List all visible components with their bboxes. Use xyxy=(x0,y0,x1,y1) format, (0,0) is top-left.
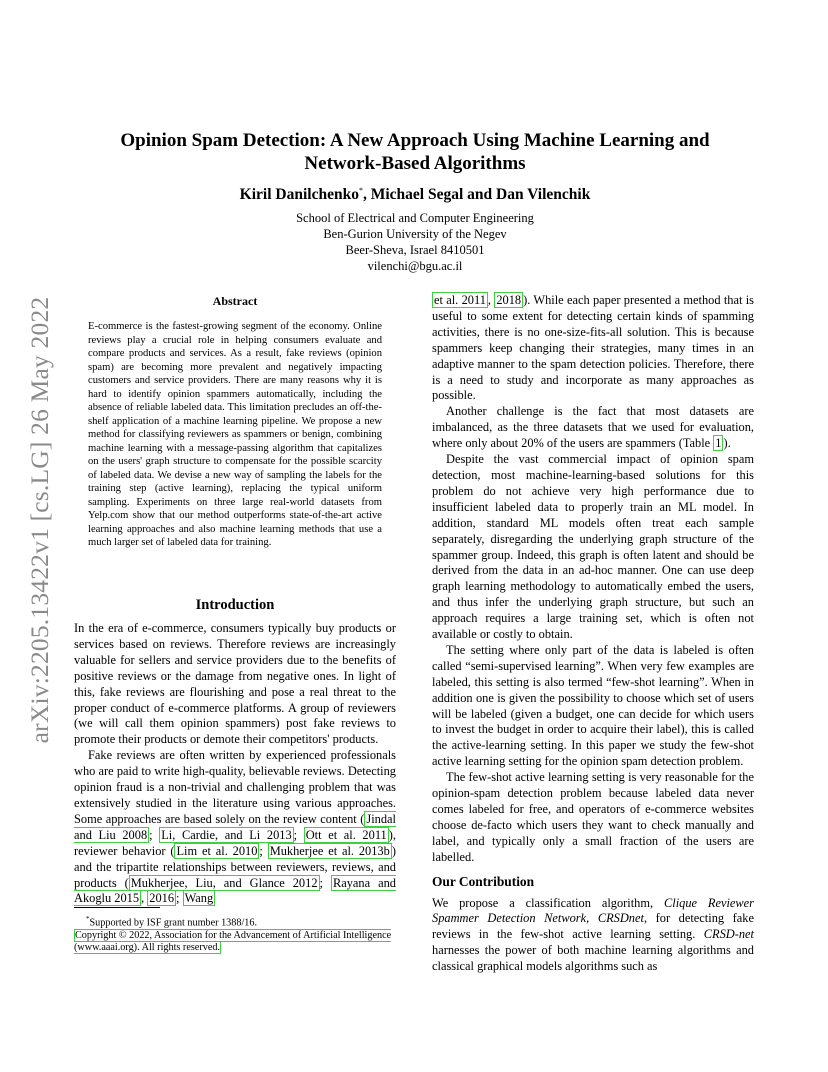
method-acronym: CRSD-net xyxy=(703,927,754,942)
footnote-mark: * xyxy=(86,915,90,923)
right-paragraph-4: The setting where only part of the data is labeled is often called “semi-supervised learning”. When very few examples are labeled, this setting is also termed “few-shot learning”. When in addition one is given the possibility to choose which set of users will be labeled (given a budget, one can decide for which users to invest the budget in order to acquire their label), this is called the active-learning setting. In this paper we study the few-shot active learning setting for the opinion spam detection problem. xyxy=(432,642,754,769)
paragraph-text: , for detecting fake reviews in the few-shot active learning setting. xyxy=(432,911,754,942)
citation-link[interactable]: Li, Cardie, and Li 2013 xyxy=(161,827,292,842)
citation-link[interactable]: 2018 xyxy=(496,293,522,307)
right-column xyxy=(432,293,754,975)
paragraph-text: ) and the tripartite relationships between reviewers, reviews, and products ( xyxy=(74,843,396,890)
citation-link[interactable]: Ott et al. 2011 xyxy=(305,827,387,842)
arxiv-identifier-text: arXiv:2205.13422v1 [cs.LG] 26 May 2022 xyxy=(25,296,54,744)
paragraph-text: ). While each paper presented a method that is useful to some extent for detecting certain kinds of spamming activities, there is no one-size-fits-all solution. This is because spammers keep changing their strategies, many times in an adaptive manner to the spam detection policies. Therefore, there is a need to study and incorporate as many approaches as possible. xyxy=(432,293,754,403)
citation-link[interactable]: Lim et al. 2010 xyxy=(176,843,258,858)
citation-link[interactable]: Rayana and Akoglu 2015 xyxy=(74,875,396,906)
intro-paragraph-1: In the era of e-commerce, consumers typically buy products or services based on reviews. Therefore reviews are increasingly valuable for sellers and service providers due to the benefits of positive reviews or the damage from negative ones. In light of this, fake reviews are flourishing and pose a real threat to the proper conduct of e-commerce platforms. A group of reviewers (we will call them opinion spammers) post fake reviews to promote their products or demote their competitors' products. xyxy=(74,621,396,747)
paragraph-text: Fake reviews are often written by experienced professionals who are paid to write high-quality, believable reviews. Detecting opinion fraud is a non-trivial and challenging problem that was extensively studied in the literature using various approaches. Some approaches are based solely on the review content ( xyxy=(74,748,396,826)
footnote-funding xyxy=(74,913,396,930)
citation-link[interactable]: Mukherjee, Liu, and Glance 2012 xyxy=(130,875,318,890)
affiliation xyxy=(90,210,740,274)
left-column xyxy=(74,621,396,907)
author-footnote-mark: * xyxy=(358,186,363,195)
introduction-heading: Introduction xyxy=(195,597,275,613)
copyright-text[interactable]: Copyright © 2022, Association for the Advancement of Artificial Intelligence (www.aaai.org). All rights reserved. xyxy=(74,929,392,954)
right-paragraph-2 xyxy=(432,404,754,452)
footnote-funding-text: Supported by ISF grant number 1388/16. xyxy=(89,917,258,929)
authors xyxy=(90,186,740,204)
footnote xyxy=(74,913,396,955)
affiliation-line: Ben-Gurion University of the Negev xyxy=(323,227,507,241)
footnote-rule xyxy=(74,907,160,908)
paragraph-text: ; xyxy=(319,875,331,890)
abstract-heading: Abstract xyxy=(212,294,258,308)
paragraph-text: ; xyxy=(149,827,160,842)
title-line-2: Network-Based Algorithms xyxy=(304,153,526,174)
paragraph-text: ), reviewer behavior ( xyxy=(74,827,396,858)
affiliation-line: Beer-Sheva, Israel 8410501 xyxy=(345,243,485,257)
table-reference-link[interactable]: 1 xyxy=(715,436,722,451)
paragraph-text: ; xyxy=(293,827,304,842)
paragraph-text: Another challenge is the fact that most datasets are imbalanced, as the three datasets that we used for evaluation, where only about 20% of the users are spammers (Table xyxy=(432,404,754,451)
paragraph-text: ; xyxy=(259,843,268,858)
paragraph-text: ). xyxy=(723,436,731,451)
contribution-paragraph xyxy=(432,896,754,976)
affiliation-line: School of Electrical and Computer Engineering xyxy=(296,211,534,225)
paragraph-text: , xyxy=(487,293,495,307)
copyright-notice[interactable] xyxy=(74,930,396,955)
right-paragraph-5: The few-shot active learning setting is very reasonable for the opinion-spam detection problem because labeled data never comes labeled for free, and operators of e-commerce websites choose de-facto which users they want to check manually and label, and typically only a small fraction of the users are labelled. xyxy=(432,770,754,864)
right-paragraph-3: Despite the vast commercial impact of opinion spam detection, most machine-learning-based solutions for this problem do not achieve very high performance due to insufficient labeled data to properly train an ML model. In addition, standard ML models often treat each sample separately, disregarding the underlying graph structure of the spammer group. Indeed, this graph is often latent and should be derived from the data in an ad-hoc manner. One can use deep graph learning methodology to automatically embed the users, and thus infer the underlying graph structure, but such an approach requires a large training set, which is often not available or costly to obtain. xyxy=(432,452,754,642)
abstract-text: E-commerce is the fastest-growing segment of the economy. Online reviews play a crucial role in helping consumers evaluate and compare products and services. As a result, fake reviews (opinion spam) are becoming more prevalent and negatively impacting customers and service providers. There are many reasons why it is hard to identify opinion spammers automatically, including the absence of reliable labeled data. This limitation precludes an off-the-shelf application of a machine learning pipeline. We propose a new method for classifying reviewers as spammers or benign, combining machine learning with a message-passing algorithm that capitalizes on the users' graph structure to compensate for the possible scarcity of labeled data. We devise a new way of sampling the labels for the training step (active learning), replacing the typical uniform sampling. Experiments on three large real-world datasets from Yelp.com show that our method outperforms state-of-the-art active learning approaches and also machine learning methods that use a much larger set of labeled data for training. xyxy=(88,321,382,548)
author-rest: , Michael Segal and Dan Vilenchik xyxy=(362,186,591,204)
paragraph-text: , xyxy=(141,891,148,906)
title-line-1: Opinion Spam Detection: A New Approach Using Machine Learning and xyxy=(120,130,710,151)
affiliation-email: vilenchi@bgu.ac.il xyxy=(367,259,463,273)
paragraph-text: , xyxy=(586,911,598,926)
intro-paragraph-2 xyxy=(74,748,396,907)
contribution-heading: Our Contribution xyxy=(432,873,535,889)
citation-link[interactable]: 2016 xyxy=(149,891,175,906)
paragraph-text: ; xyxy=(176,891,183,906)
citation-link[interactable]: Wang xyxy=(184,891,214,906)
citation-link[interactable]: Mukherjee et al. 2013b xyxy=(269,843,390,858)
arxiv-identifier xyxy=(15,280,65,760)
paragraph-text: harnesses the power of both machine learning algorithms and classical graphical models algorithms such as xyxy=(432,943,754,974)
paragraph-text: We propose a classification algorithm, xyxy=(432,895,664,910)
citation-link[interactable]: Jindal and Liu 2008 xyxy=(74,811,396,842)
paper-title xyxy=(90,129,740,175)
method-acronym: CRSDnet xyxy=(597,911,644,926)
citation-link[interactable]: et al. 2011 xyxy=(434,293,486,307)
right-paragraph-1 xyxy=(432,293,754,404)
author-first: Kiril Danilchenko xyxy=(239,186,359,204)
method-name: Clique Reviewer Spammer Detection Network xyxy=(432,895,754,926)
